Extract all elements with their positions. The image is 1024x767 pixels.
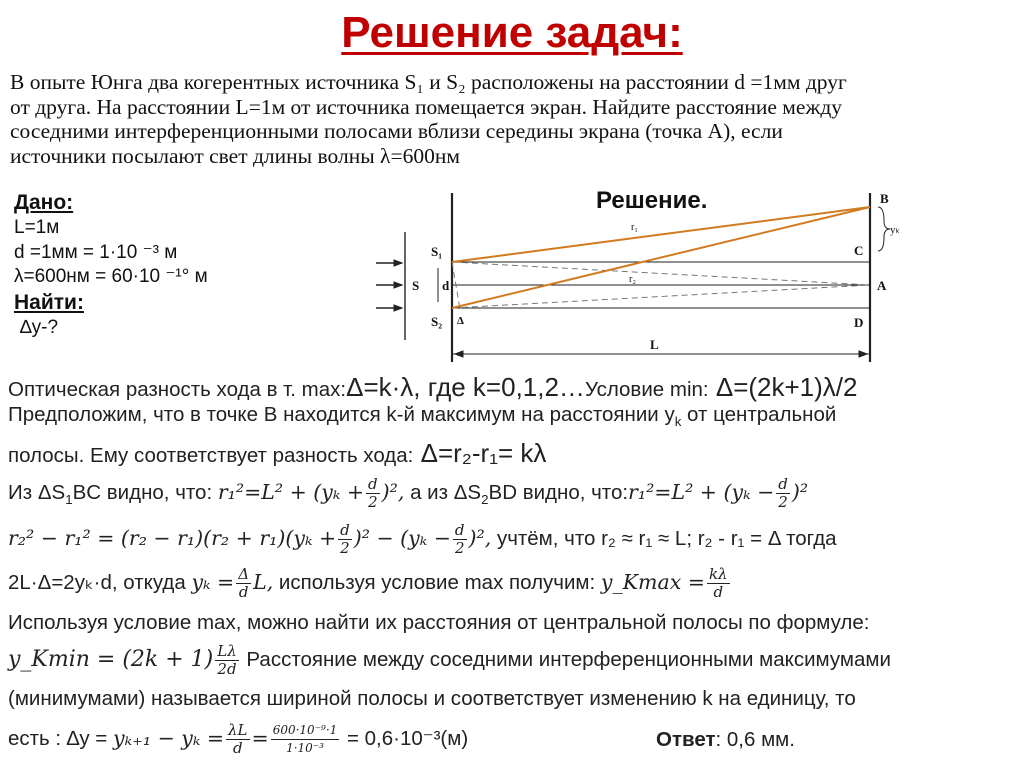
- answer: [656, 728, 795, 752]
- answer-value: : 0,6 мм.: [715, 728, 795, 751]
- formula-yk: yₖ =: [191, 569, 235, 594]
- numerator: d: [340, 521, 350, 539]
- text-segment: Предположим, что в точке В находится k-й максимум на расстоянии y: [8, 403, 675, 426]
- text-segment: а из ΔS: [404, 480, 482, 504]
- arrowhead: [394, 260, 402, 266]
- page-title: Решение задач:: [341, 8, 683, 57]
- denominator: 2: [454, 539, 465, 557]
- text-line-9: [8, 687, 1018, 711]
- yk-brace: [878, 207, 890, 251]
- text-segment: BC видно, что:: [72, 480, 213, 504]
- fraction-llambda-2d: [215, 643, 238, 678]
- text-segment: Оптическая разность хода в т. max:: [8, 378, 347, 401]
- text-segment: 2L·Δ=2yₖ·d, откуда: [8, 570, 186, 594]
- text-segment: используя условие max получим:: [273, 570, 596, 594]
- path-difference: Δ=r₂-r₁= kλ: [413, 438, 547, 468]
- fraction-d-2: [453, 522, 467, 557]
- formula-end: )²: [791, 479, 809, 504]
- label-s: S: [412, 278, 420, 293]
- subscript: 1: [65, 492, 73, 508]
- formula-ykmax: y_Kmax =: [600, 569, 705, 594]
- denominator: 2: [778, 493, 788, 511]
- text-segment: учтём, что r₂ ≈ r₁ ≈ L; r₂ - r₁ = Δ тогда: [491, 526, 837, 550]
- text-line-1: [8, 372, 1018, 403]
- problem-line: источники посылают свет длины волны λ=600нм: [10, 143, 460, 168]
- text-line-7: [8, 611, 1018, 635]
- problem-line: от друга. На расстоянии L=1м от источника помещается экран. Найдите расстояние между: [10, 94, 843, 119]
- arrowhead: [394, 305, 402, 311]
- numerator: Δ: [238, 565, 250, 583]
- numerator: d: [454, 521, 465, 539]
- formula-end: )²,: [468, 525, 492, 550]
- fraction-klambda-d: [707, 566, 730, 601]
- ray-r2: [452, 207, 870, 308]
- label-r1: r₁: [631, 222, 638, 233]
- subscript: k: [674, 414, 682, 430]
- numerator: kλ: [708, 565, 728, 583]
- fraction-d-2: [338, 522, 352, 557]
- label-d-point: D: [854, 315, 864, 330]
- formula-end: )²,: [381, 479, 405, 504]
- text-line-5: [8, 522, 1018, 557]
- arrowhead: [859, 351, 867, 357]
- numerator: 600·10⁻⁹·1: [271, 722, 340, 740]
- given-item: λ=600нм = 60·10 ⁻¹° м: [14, 266, 208, 287]
- formula-delta-y: yₖ₊₁ − yₖ =: [112, 725, 225, 750]
- dashed-ray: [452, 285, 870, 308]
- ray-r1: [452, 207, 870, 262]
- dashed-ray: [452, 262, 870, 285]
- problem-line: В опыте Юнга два когерентных источника S₁ и S₂ расположены на расстоянии d =1мм друг: [10, 70, 847, 94]
- label-d: d: [442, 278, 450, 293]
- find-heading: Найти:: [14, 290, 84, 314]
- text-segment: Из ΔS: [8, 480, 66, 504]
- fraction-d-2: [366, 476, 380, 511]
- numerator: Lλ: [217, 642, 237, 660]
- label-c: C: [854, 243, 864, 258]
- numerator: d: [368, 475, 378, 493]
- find-item: ∆y-?: [20, 316, 59, 338]
- denominator: d: [713, 583, 724, 601]
- numerator: λL: [228, 721, 248, 739]
- formula-r2: r₁²=L² + (yₖ −: [628, 479, 775, 504]
- text-segment: (минимумами) называется шириной полосы и соответствует изменению k на единицу, то: [8, 687, 856, 710]
- formula-r1: r₁²=L² + (yₖ +: [217, 479, 365, 504]
- text-segment: Расстояние между соседними интерференционными максимумами: [240, 647, 891, 671]
- text-line-4: [8, 476, 1018, 511]
- formula-ykmin: y_Kmin = (2k + 1): [8, 646, 214, 672]
- problem-line: соседними интерференционными полосами вблизи середины экрана (точка А), если: [10, 119, 783, 143]
- fraction-d-2: [776, 476, 790, 511]
- formula-difference: r₂² − r₁² = (r₂ − r₁)(r₂ + r₁)(yₖ +: [8, 525, 337, 550]
- text-segment: полосы. Ему соответствует разность хода:: [8, 444, 414, 467]
- denominator: 2d: [217, 660, 237, 678]
- label-s2: S₂: [431, 314, 443, 329]
- solution-heading: Решение.: [596, 187, 708, 214]
- answer-label: Ответ: [656, 728, 716, 751]
- given-item: L=1м: [14, 217, 60, 238]
- label-l: L: [650, 337, 659, 352]
- denominator: 2: [340, 539, 350, 557]
- denominator: 2: [368, 493, 378, 511]
- formula-part: )² − (yₖ −: [353, 525, 451, 550]
- numerator: d: [778, 475, 788, 493]
- given-heading: Дано:: [14, 191, 74, 214]
- min-condition: Δ=(2k+1)λ/2: [708, 372, 858, 402]
- result-value: = 0,6·10⁻³(м): [341, 726, 469, 750]
- given-item: d =1мм = 1·10 ⁻³ м: [14, 241, 178, 263]
- formula-end: L,: [253, 569, 274, 594]
- text-segment: от центральной: [681, 403, 837, 426]
- max-condition: Δ=k·λ, где k=0,1,2…: [346, 372, 585, 402]
- denominator: 1·10⁻³: [286, 741, 324, 755]
- subscript: 2: [481, 492, 489, 508]
- fraction-numeric: [271, 722, 340, 757]
- fraction-delta-d: [236, 566, 251, 601]
- fraction-lambdaL-d: [226, 722, 249, 757]
- text-line-2: [8, 403, 1018, 429]
- text-line-6: [8, 566, 1018, 601]
- formula-part: =: [251, 725, 269, 750]
- arrowhead: [455, 351, 463, 357]
- text-segment: BD видно, что:: [488, 480, 629, 504]
- label-s1: S₁: [431, 244, 443, 259]
- text-line-10: [8, 722, 1018, 757]
- label-r2: r₂: [629, 274, 636, 285]
- text-line-3: [8, 438, 1018, 469]
- label-yk: yₖ: [890, 224, 901, 236]
- text-segment: есть : ∆y =: [8, 726, 108, 750]
- text-segment: Используя условие max, можно найти их расстояния от центральной полосы по формуле:: [8, 611, 870, 634]
- arrowhead: [394, 282, 402, 288]
- text-segment: Условие min:: [584, 378, 709, 401]
- label-b: B: [880, 191, 889, 206]
- label-a: A: [877, 278, 887, 293]
- label-delta: Δ: [457, 315, 464, 327]
- denominator: d: [238, 583, 249, 601]
- denominator: d: [232, 739, 243, 757]
- text-line-8: [8, 643, 1018, 678]
